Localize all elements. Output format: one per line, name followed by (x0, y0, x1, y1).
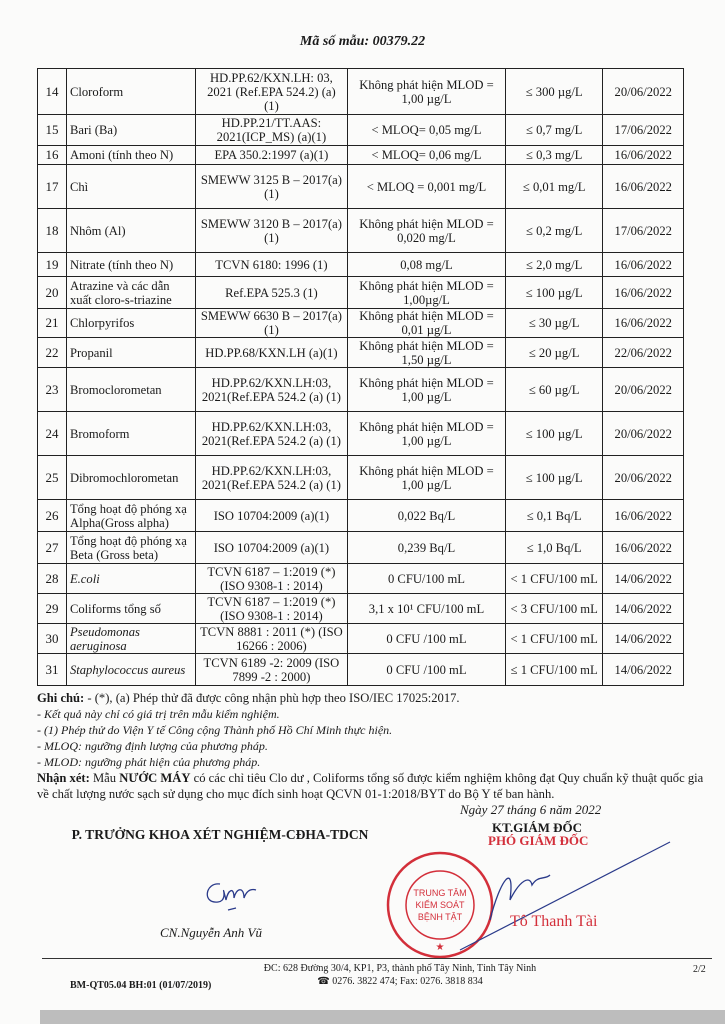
parameter-name: Atrazine và các dẫn xuất cloro-s-triazine (66, 277, 195, 309)
test-method: HD.PP.68/KXN.LH (a)(1) (195, 338, 347, 368)
page-number: 2/2 (693, 964, 706, 975)
remark (37, 770, 717, 802)
test-date: 16/06/2022 (603, 309, 684, 338)
parameter-name: Nitrate (tính theo N) (66, 253, 195, 277)
row-number: 19 (38, 253, 67, 277)
test-result: Không phát hiện MLOD = 1,00µg/L (348, 277, 506, 309)
table-row (38, 115, 684, 146)
table-row (38, 654, 684, 686)
limit-value: ≤ 0,2 mg/L (505, 209, 603, 253)
parameter-name: Bari (Ba) (66, 115, 195, 146)
limit-value: < 1 CFU/100 mL (505, 624, 603, 654)
table-row (38, 412, 684, 456)
parameter-name: Nhôm (Al) (66, 209, 195, 253)
test-method: HD.PP.62/KXN.LH: 03, 2021 (Ref.EPA 524.2) (a) (1) (195, 69, 347, 115)
table-row (38, 624, 684, 654)
row-number: 17 (38, 165, 67, 209)
table-row (38, 532, 684, 564)
note-line-2: - Kết quả này chỉ có giá trị trên mẫu kiểm nghiệm. (37, 707, 280, 721)
phone-line: ☎ 0276. 3822 474; Fax: 0276. 3818 834 (317, 976, 483, 987)
left-signature (200, 872, 270, 912)
row-number: 26 (38, 500, 67, 532)
parameter-name: Staphylococcus aureus (66, 654, 195, 686)
svg-text:★: ★ (435, 942, 445, 953)
parameter-name: Bromoclorometan (66, 368, 195, 412)
table-row (38, 146, 684, 165)
table-row (38, 338, 684, 368)
row-number: 29 (38, 594, 67, 624)
row-number: 28 (38, 564, 67, 594)
row-number: 23 (38, 368, 67, 412)
test-date: 16/06/2022 (603, 253, 684, 277)
test-method: ISO 10704:2009 (a)(1) (195, 500, 347, 532)
stamp-line-1: TRUNG TÂM (413, 888, 467, 898)
test-date: 16/06/2022 (603, 500, 684, 532)
right-signer-title-1: KT.GIÁM ĐỐC (492, 820, 583, 835)
note-line-3: - (1) Phép thử do Viện Y tế Công cộng Thành phố Hồ Chí Minh thực hiện. (37, 723, 393, 737)
test-method: SMEWW 3125 B – 2017(a) (1) (195, 165, 347, 209)
row-number: 18 (38, 209, 67, 253)
test-date: 16/06/2022 (603, 277, 684, 309)
limit-value: ≤ 0,3 mg/L (505, 146, 603, 165)
test-method: HD.PP.21/TT.AAS: 2021(ICP_MS) (a)(1) (195, 115, 347, 146)
parameter-name: Cloroform (66, 69, 195, 115)
test-result: Không phát hiện MLOD = 1,00 µg/L (348, 412, 506, 456)
test-result: < MLOQ = 0,001 mg/L (348, 165, 506, 209)
test-method: TCVN 6189 -2: 2009 (ISO 7899 -2 : 2000) (195, 654, 347, 686)
table-row (38, 309, 684, 338)
test-result: 0,239 Bq/L (348, 532, 506, 564)
test-date: 22/06/2022 (603, 338, 684, 368)
results-table (37, 68, 684, 686)
table-row (38, 69, 684, 115)
test-result: 0 CFU /100 mL (348, 654, 506, 686)
test-result: 0 CFU /100 mL (348, 624, 506, 654)
table-row (38, 500, 684, 532)
row-number: 30 (38, 624, 67, 654)
parameter-name: Tổng hoạt độ phóng xạ Beta (Gross beta) (66, 532, 195, 564)
test-method: TCVN 8881 : 2011 (*) (ISO 16266 : 2006) (195, 624, 347, 654)
test-result: Không phát hiện MLOD = 0,020 mg/L (348, 209, 506, 253)
limit-value: ≤ 1,0 Bq/L (505, 532, 603, 564)
limit-value: ≤ 100 µg/L (505, 412, 603, 456)
test-result: < MLOQ= 0,05 mg/L (348, 115, 506, 146)
remark-pre: Mẫu (89, 771, 120, 785)
test-method: TCVN 6187 – 1:2019 (*) (ISO 9308-1 : 2014) (195, 594, 347, 624)
note-line-4: - MLOQ: ngưỡng định lượng của phương pháp. (37, 739, 268, 753)
row-number: 16 (38, 146, 67, 165)
test-date: 14/06/2022 (603, 654, 684, 686)
parameter-name: Tổng hoạt độ phóng xạ Alpha(Gross alpha) (66, 500, 195, 532)
test-result: 3,1 x 10¹ CFU/100 mL (348, 594, 506, 624)
parameter-name: Pseudomonas aeruginosa (66, 624, 195, 654)
row-number: 22 (38, 338, 67, 368)
footer-divider (42, 958, 712, 959)
form-code: BM-QT05.04 BH:01 (01/07/2019) (70, 980, 212, 991)
parameter-name: Amoni (tính theo N) (66, 146, 195, 165)
test-result: < MLOQ= 0,06 mg/L (348, 146, 506, 165)
table-row (38, 456, 684, 500)
right-signature (417, 840, 680, 960)
test-method: SMEWW 3120 B – 2017(a)(1) (195, 209, 347, 253)
row-number: 27 (38, 532, 67, 564)
row-number: 20 (38, 277, 67, 309)
limit-value: ≤ 100 µg/L (505, 456, 603, 500)
table-row (38, 277, 684, 309)
test-method: TCVN 6180: 1996 (1) (195, 253, 347, 277)
note-text: - (*), (a) Phép thử đã được công nhận phù hợp theo ISO/IEC 17025:2017. (84, 691, 460, 705)
test-method: HD.PP.62/KXN.LH:03, 2021(Ref.EPA 524.2 (a) (1) (195, 412, 347, 456)
limit-value: < 1 CFU/100 mL (505, 564, 603, 594)
address-line: ĐC: 628 Đường 30/4, KP1, P3, thành phố Tây Ninh, Tỉnh Tây Ninh (263, 963, 537, 974)
row-number: 25 (38, 456, 67, 500)
remark-bold: NƯỚC MÁY (119, 771, 191, 785)
row-number: 14 (38, 69, 67, 115)
stamp-line-2: KIỂM SOÁT (415, 900, 465, 910)
footer-address (230, 962, 570, 988)
limit-value: ≤ 100 µg/L (505, 277, 603, 309)
right-signer-name: Tô Thanh Tài (510, 913, 598, 930)
test-method: EPA 350.2:1997 (a)(1) (195, 146, 347, 165)
left-signer-title: P. TRƯỞNG KHOA XÉT NGHIỆM-CĐHA-TDCN (71, 827, 369, 842)
row-number: 24 (38, 412, 67, 456)
row-number: 15 (38, 115, 67, 146)
limit-value: ≤ 20 µg/L (505, 338, 603, 368)
limit-value: ≤ 30 µg/L (505, 309, 603, 338)
test-method: HD.PP.62/KXN.LH:03, 2021(Ref.EPA 524.2 (a) (1) (195, 368, 347, 412)
test-date: 16/06/2022 (603, 532, 684, 564)
test-result: Không phát hiện MLOD = 0,01 µg/L (348, 309, 506, 338)
limit-value: ≤ 0,7 mg/L (505, 115, 603, 146)
test-date: 17/06/2022 (603, 209, 684, 253)
right-signer-title-2: PHÓ GIÁM ĐỐC (488, 833, 589, 848)
test-method: Ref.EPA 525.3 (1) (195, 277, 347, 309)
limit-value: ≤ 60 µg/L (505, 368, 603, 412)
test-date: 20/06/2022 (603, 412, 684, 456)
test-date: 16/06/2022 (603, 146, 684, 165)
test-result: 0,08 mg/L (348, 253, 506, 277)
test-date: 17/06/2022 (603, 115, 684, 146)
test-result: 0,022 Bq/L (348, 500, 506, 532)
table-row (38, 594, 684, 624)
parameter-name: Chì (66, 165, 195, 209)
table-row (38, 209, 684, 253)
table-row (38, 564, 684, 594)
parameter-name: Bromoform (66, 412, 195, 456)
test-date: 14/06/2022 (603, 624, 684, 654)
parameter-name: Coliforms tổng số (66, 594, 195, 624)
test-result: Không phát hiện MLOD = 1,00 µg/L (348, 69, 506, 115)
test-date: 20/06/2022 (603, 69, 684, 115)
note-line-5: - MLOD: ngưỡng phát hiện của phương pháp. (37, 755, 261, 769)
notes-section (37, 690, 717, 802)
stamp-line-3: BỆNH TẬT (417, 912, 463, 922)
table-row (38, 368, 684, 412)
note-line-1 (37, 690, 717, 706)
test-date: 20/06/2022 (603, 456, 684, 500)
test-date: 20/06/2022 (603, 368, 684, 412)
limit-value: ≤ 1 CFU/100 mL (505, 654, 603, 686)
test-result: Không phát hiện MLOD = 1,50 µg/L (348, 338, 506, 368)
row-number: 31 (38, 654, 67, 686)
test-result: Không phát hiện MLOD = 1,00 µg/L (348, 456, 506, 500)
test-result: 0 CFU/100 mL (348, 564, 506, 594)
limit-value: ≤ 2,0 mg/L (505, 253, 603, 277)
remark-post: có các chỉ tiêu Clo dư , Coliforms tổng số được kiểm nghiệm không đạt Quy chuẩn kỹ thuật quốc gia về chất lượng nước sạch sử dụng cho mục đích sinh hoạt QCVN 01-1:2018/BYT do Bộ Y tế ban hành. (37, 771, 704, 801)
left-signer-name: CN.Nguyễn Anh Vũ (160, 925, 262, 940)
limit-value: ≤ 300 µg/L (505, 69, 603, 115)
test-result: Không phát hiện MLOD = 1,00 µg/L (348, 368, 506, 412)
parameter-name: Propanil (66, 338, 195, 368)
test-date: 14/06/2022 (603, 564, 684, 594)
table-row (38, 253, 684, 277)
limit-value: ≤ 0,01 mg/L (505, 165, 603, 209)
parameter-name: Dibromochlorometan (66, 456, 195, 500)
test-method: ISO 10704:2009 (a)(1) (195, 532, 347, 564)
test-method: HD.PP.62/KXN.LH:03, 2021(Ref.EPA 524.2 (a) (1) (195, 456, 347, 500)
test-date: 14/06/2022 (603, 594, 684, 624)
parameter-name: E.coli (66, 564, 195, 594)
remark-label: Nhận xét: (37, 771, 90, 785)
test-method: TCVN 6187 – 1:2019 (*) (ISO 9308-1 : 2014) (195, 564, 347, 594)
sample-code: Mã số mẫu: 00379.22 (299, 34, 426, 49)
test-date: 16/06/2022 (603, 165, 684, 209)
row-number: 21 (38, 309, 67, 338)
notes-label: Ghi chú: (37, 691, 85, 705)
limit-value: < 3 CFU/100 mL (505, 594, 603, 624)
test-method: SMEWW 6630 B – 2017(a)(1) (195, 309, 347, 338)
page-shadow (40, 1010, 725, 1024)
sign-date: Ngày 27 tháng 6 năm 2022 (460, 802, 602, 817)
parameter-name: Chlorpyrifos (66, 309, 195, 338)
limit-value: ≤ 0,1 Bq/L (505, 500, 603, 532)
table-row (38, 165, 684, 209)
